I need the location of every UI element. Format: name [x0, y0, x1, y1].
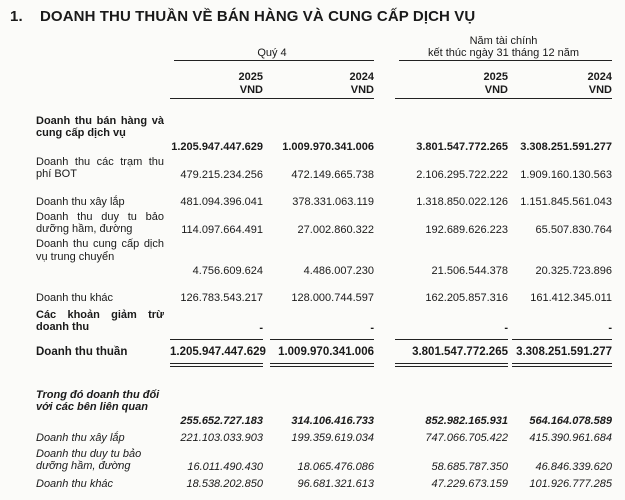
row-value: 415.390.961.684 [529, 432, 612, 444]
col-4-year: 2024 [587, 71, 612, 83]
col-3-unit: VND [484, 84, 508, 96]
row-label: Trong đó doanh thu đối với các bên liên quan [36, 389, 160, 413]
row-value: 1.205.947.447.629 [170, 346, 266, 358]
row-label: Doanh thu duy tu bảo dưỡng hầm, đường [36, 211, 164, 235]
row-value: 2.106.295.722.222 [416, 169, 508, 181]
col-2-unit: VND [350, 84, 374, 96]
row-value: 47.229.673.159 [431, 478, 508, 490]
group-fiscal-line1: Năm tài chính [469, 35, 538, 47]
col-head-rule-q4 [170, 98, 374, 99]
row-value: - [370, 322, 374, 334]
table-row [0, 238, 625, 278]
row-label: Các khoản giảm trừ doanh thu [36, 309, 164, 333]
row-value: 3.308.251.591.277 [520, 141, 612, 153]
row-label: Doanh thu xây lắp [36, 432, 125, 444]
total-double-rule [170, 363, 263, 367]
row-value: 20.325.723.896 [535, 265, 612, 277]
row-value: 472.149.665.738 [291, 169, 374, 181]
row-value: 852.982.165.931 [425, 415, 508, 427]
row-value: 255.652.727.183 [180, 415, 263, 427]
row-value: 18.538.202.850 [186, 478, 263, 490]
row-value: - [259, 322, 263, 334]
row-value: 221.103.033.903 [180, 432, 263, 444]
group-quarter: Quý 4 [257, 47, 287, 59]
group-fiscal-rule [399, 60, 612, 61]
table-row [0, 115, 625, 153]
row-value: 564.164.078.589 [529, 415, 612, 427]
subtotal-rule [512, 339, 612, 340]
row-value: 314.106.416.733 [291, 415, 374, 427]
row-value: 378.331.063.119 [292, 196, 374, 208]
table-row [0, 292, 625, 305]
row-value: 58.685.787.350 [431, 461, 508, 473]
row-value: 128.000.744.597 [291, 292, 374, 304]
row-value: 162.205.857.316 [425, 292, 508, 304]
row-value: 46.846.339.620 [535, 461, 612, 473]
row-label: Doanh thu thuần [36, 346, 128, 358]
row-value: 3.801.547.772.265 [416, 141, 508, 153]
section-title: DOANH THU THUẦN VỀ BÁN HÀNG VÀ CUNG CẤP DỊCH VỤ [40, 8, 476, 25]
row-value: 199.359.619.034 [291, 432, 374, 444]
row-value: 1.205.947.447.629 [171, 141, 263, 153]
row-label: Doanh thu duy tu bảo dưỡng hầm, đường [36, 448, 142, 472]
row-value: 479.215.234.256 [180, 169, 263, 181]
col-3-year: 2025 [483, 71, 508, 83]
section-number: 1. [10, 8, 23, 25]
row-value: 21.506.544.378 [431, 265, 508, 277]
row-value: 747.066.705.422 [425, 432, 508, 444]
row-value: 65.507.830.764 [535, 224, 612, 236]
col-2-year: 2024 [349, 71, 374, 83]
row-value: 481.094.396.041 [180, 196, 263, 208]
table-row-total [0, 346, 625, 359]
row-value: 16.011.490.430 [187, 461, 263, 473]
subtotal-rule [395, 339, 508, 340]
row-value: 192.689.626.223 [425, 224, 508, 236]
col-1-unit: VND [239, 84, 263, 96]
table-row [0, 156, 625, 182]
row-value: 126.783.543.217 [180, 292, 263, 304]
col-head-rule-fy [395, 98, 612, 99]
row-label: Doanh thu xây lắp [36, 196, 125, 208]
row-value: 1.151.845.561.043 [520, 196, 612, 208]
row-value: 1.009.970.341.006 [278, 346, 374, 358]
row-value: 101.926.777.285 [529, 478, 612, 490]
row-value: 1.318.850.022.126 [416, 196, 508, 208]
row-value: 4.486.007.230 [303, 265, 374, 277]
total-double-rule [395, 363, 508, 367]
subtotal-rule [170, 339, 263, 340]
section-heading [10, 8, 475, 25]
row-label: Doanh thu các trạm thu phí BOT [36, 156, 164, 180]
table-row [0, 432, 625, 445]
table-row [0, 448, 625, 474]
table-row [0, 478, 625, 491]
col-1-year: 2025 [238, 71, 263, 83]
col-4-unit: VND [588, 84, 612, 96]
row-value: - [608, 322, 612, 334]
row-label: Doanh thu cung cấp dịch vụ trung chuyển [36, 238, 164, 263]
row-value: 18.065.476.086 [297, 461, 374, 473]
table-row [0, 196, 625, 209]
subtotal-rule [270, 339, 374, 340]
row-value: 4.756.609.624 [192, 265, 263, 277]
row-value: 1.009.970.341.006 [282, 141, 374, 153]
total-double-rule [512, 363, 612, 367]
row-value: - [504, 322, 508, 334]
row-value: 27.002.860.322 [297, 224, 374, 236]
row-value: 114.097.664.491 [181, 224, 263, 236]
row-label: Doanh thu khác [36, 292, 114, 304]
row-label: Doanh thu bán hàng và cung cấp dịch vụ [36, 115, 164, 139]
row-value: 96.681.321.613 [297, 478, 374, 490]
row-value: 1.909.160.130.563 [520, 169, 612, 181]
row-value: 161.412.345.011 [530, 292, 612, 304]
table-row [0, 309, 625, 335]
group-quarter-rule [174, 60, 374, 61]
row-label: Doanh thu khác [36, 478, 114, 490]
table-row [0, 211, 625, 237]
group-fiscal-line2: kết thúc ngày 31 tháng 12 năm [427, 47, 580, 59]
row-value: 3.308.251.591.277 [516, 346, 612, 358]
table-row [0, 389, 625, 427]
row-value: 3.801.547.772.265 [412, 346, 508, 358]
total-double-rule [270, 363, 374, 367]
